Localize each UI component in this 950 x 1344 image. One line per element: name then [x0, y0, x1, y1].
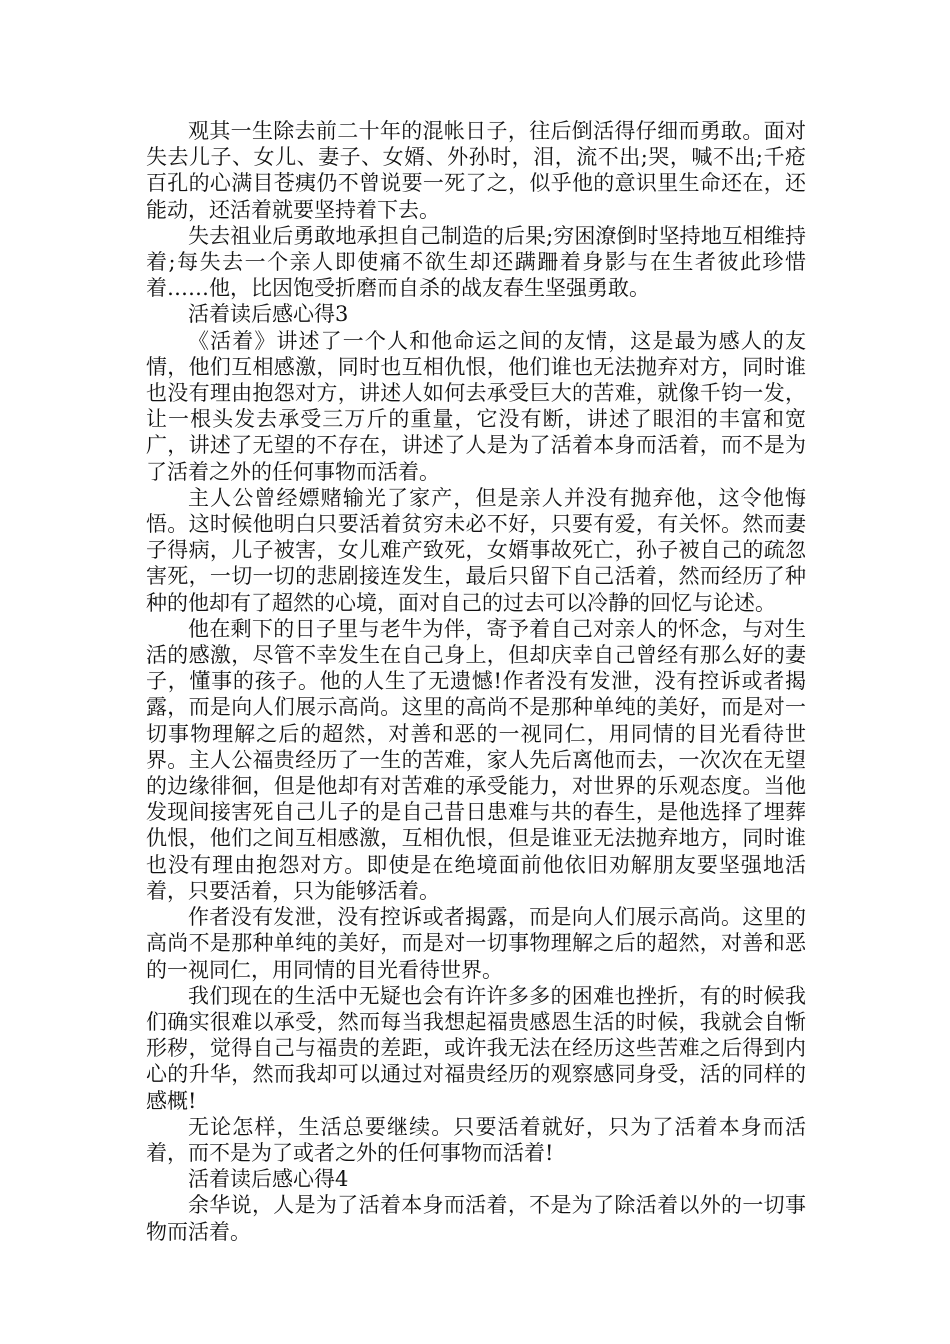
- section-heading-3: 活着读后感心得3: [188, 302, 349, 327]
- document-page: [146, 118, 806, 1245]
- paragraph-8: 无论怎样，生活总要继续。只要活着就好，只为了活着本身而活着，而不是为了或者之外的任何事物而活着!: [146, 1114, 806, 1165]
- paragraph-4: 主人公曾经嫖赌输光了家产，但是亲人并没有抛弃他，这令他悔悟。这时候他明白只要活着贫穷未必不好，只要有爱，有关怀。然而妻子得病，儿子被害，女儿难产致死，女婿事故死亡，孙子被自己的疏忽害死，一切一切的悲剧接连发生，最后只留下自己活着，然而经历了种种的他却有了超然的心境，面对自己的过去可以冷静的回忆与论述。: [146, 485, 806, 615]
- paragraph-6: 作者没有发泄，没有控诉或者揭露，而是向人们展示高尚。这里的高尚不是那种单纯的美好，而是对一切事物理解之后的超然，对善和恶的一视同仁，用同情的目光看待世界。: [146, 905, 806, 982]
- section-heading-4: 活着读后感心得4: [188, 1167, 349, 1192]
- paragraph-1: 观其一生除去前二十年的混帐日子，往后倒活得仔细而勇敢。面对失去儿子、女儿、妻子、女婿、外孙时，泪，流不出;哭，喊不出;千疮百孔的心满目苍痍仍不曾说要一死了之，似乎他的意识里生命还在，还能动，还活着就要坚持着下去。: [146, 119, 806, 222]
- paragraph-5: 他在剩下的日子里与老牛为伴，寄予着自己对亲人的怀念，与对生活的感激，尽管不幸发生在自己身上，但却庆幸自己曾经有那么好的妻子，懂事的孩子。他的人生了无遗憾!作者没有发泄，没有控诉或者揭露，而是向人们展示高尚。这里的高尚不是那种单纯的美好，而是对一切事物理解之后的超然，对善和恶的一视同仁，用同情的目光看待世界。主人公福贵经历了一生的苦难，家人先后离他而去，一次次在无望的边缘徘徊，但是他却有对苦难的承受能力，对世界的乐观态度。当他发现间接害死自己儿子的是自己昔日患难与共的春生，是他选择了埋葬仇恨，他们之间互相感激，互相仇恨，但是谁亚无法抛弃地方，同时谁也没有理由抱怨对方。即使是在绝境面前他依旧劝解朋友要坚强地活着，只要活着，只为能够活着。: [146, 616, 806, 903]
- paragraph-3: 《活着》讲述了一个人和他命运之间的友情，这是最为感人的友情，他们互相感激，同时也互相仇恨，他们谁也无法抛弃对方，同时谁也没有理由抱怨对方，讲述人如何去承受巨大的苦难，就像千钧一发，让一根头发去承受三万斤的重量，它没有断，讲述了眼泪的丰富和宽广，讲述了无望的不存在，讲述了人是为了活着本身而活着，而不是为了活着之外的任何事物而活着。: [146, 328, 806, 484]
- paragraph-7: 我们现在的生活中无疑也会有许许多多的困难也挫折，有的时候我们确实很难以承受，然而每当我想起福贵感恩生活的时候，我就会自惭形秽，觉得自己与福贵的差距，或许我无法在经历这些苦难之后得到内心的升华，然而我却可以通过对福贵经历的观察感同身受，活的同样的感概!: [146, 983, 806, 1113]
- paragraph-2: 失去祖业后勇敢地承担自己制造的后果;穷困潦倒时坚持地互相维持着;每失去一个亲人即使痛不欲生却还蹒跚着身影与在生者彼此珍惜着……他，比因饱受折磨而自杀的战友春生坚强勇敢。: [146, 223, 806, 301]
- paragraph-9: 余华说，人是为了活着本身而活着，不是为了除活着以外的一切事物而活着。: [146, 1193, 806, 1244]
